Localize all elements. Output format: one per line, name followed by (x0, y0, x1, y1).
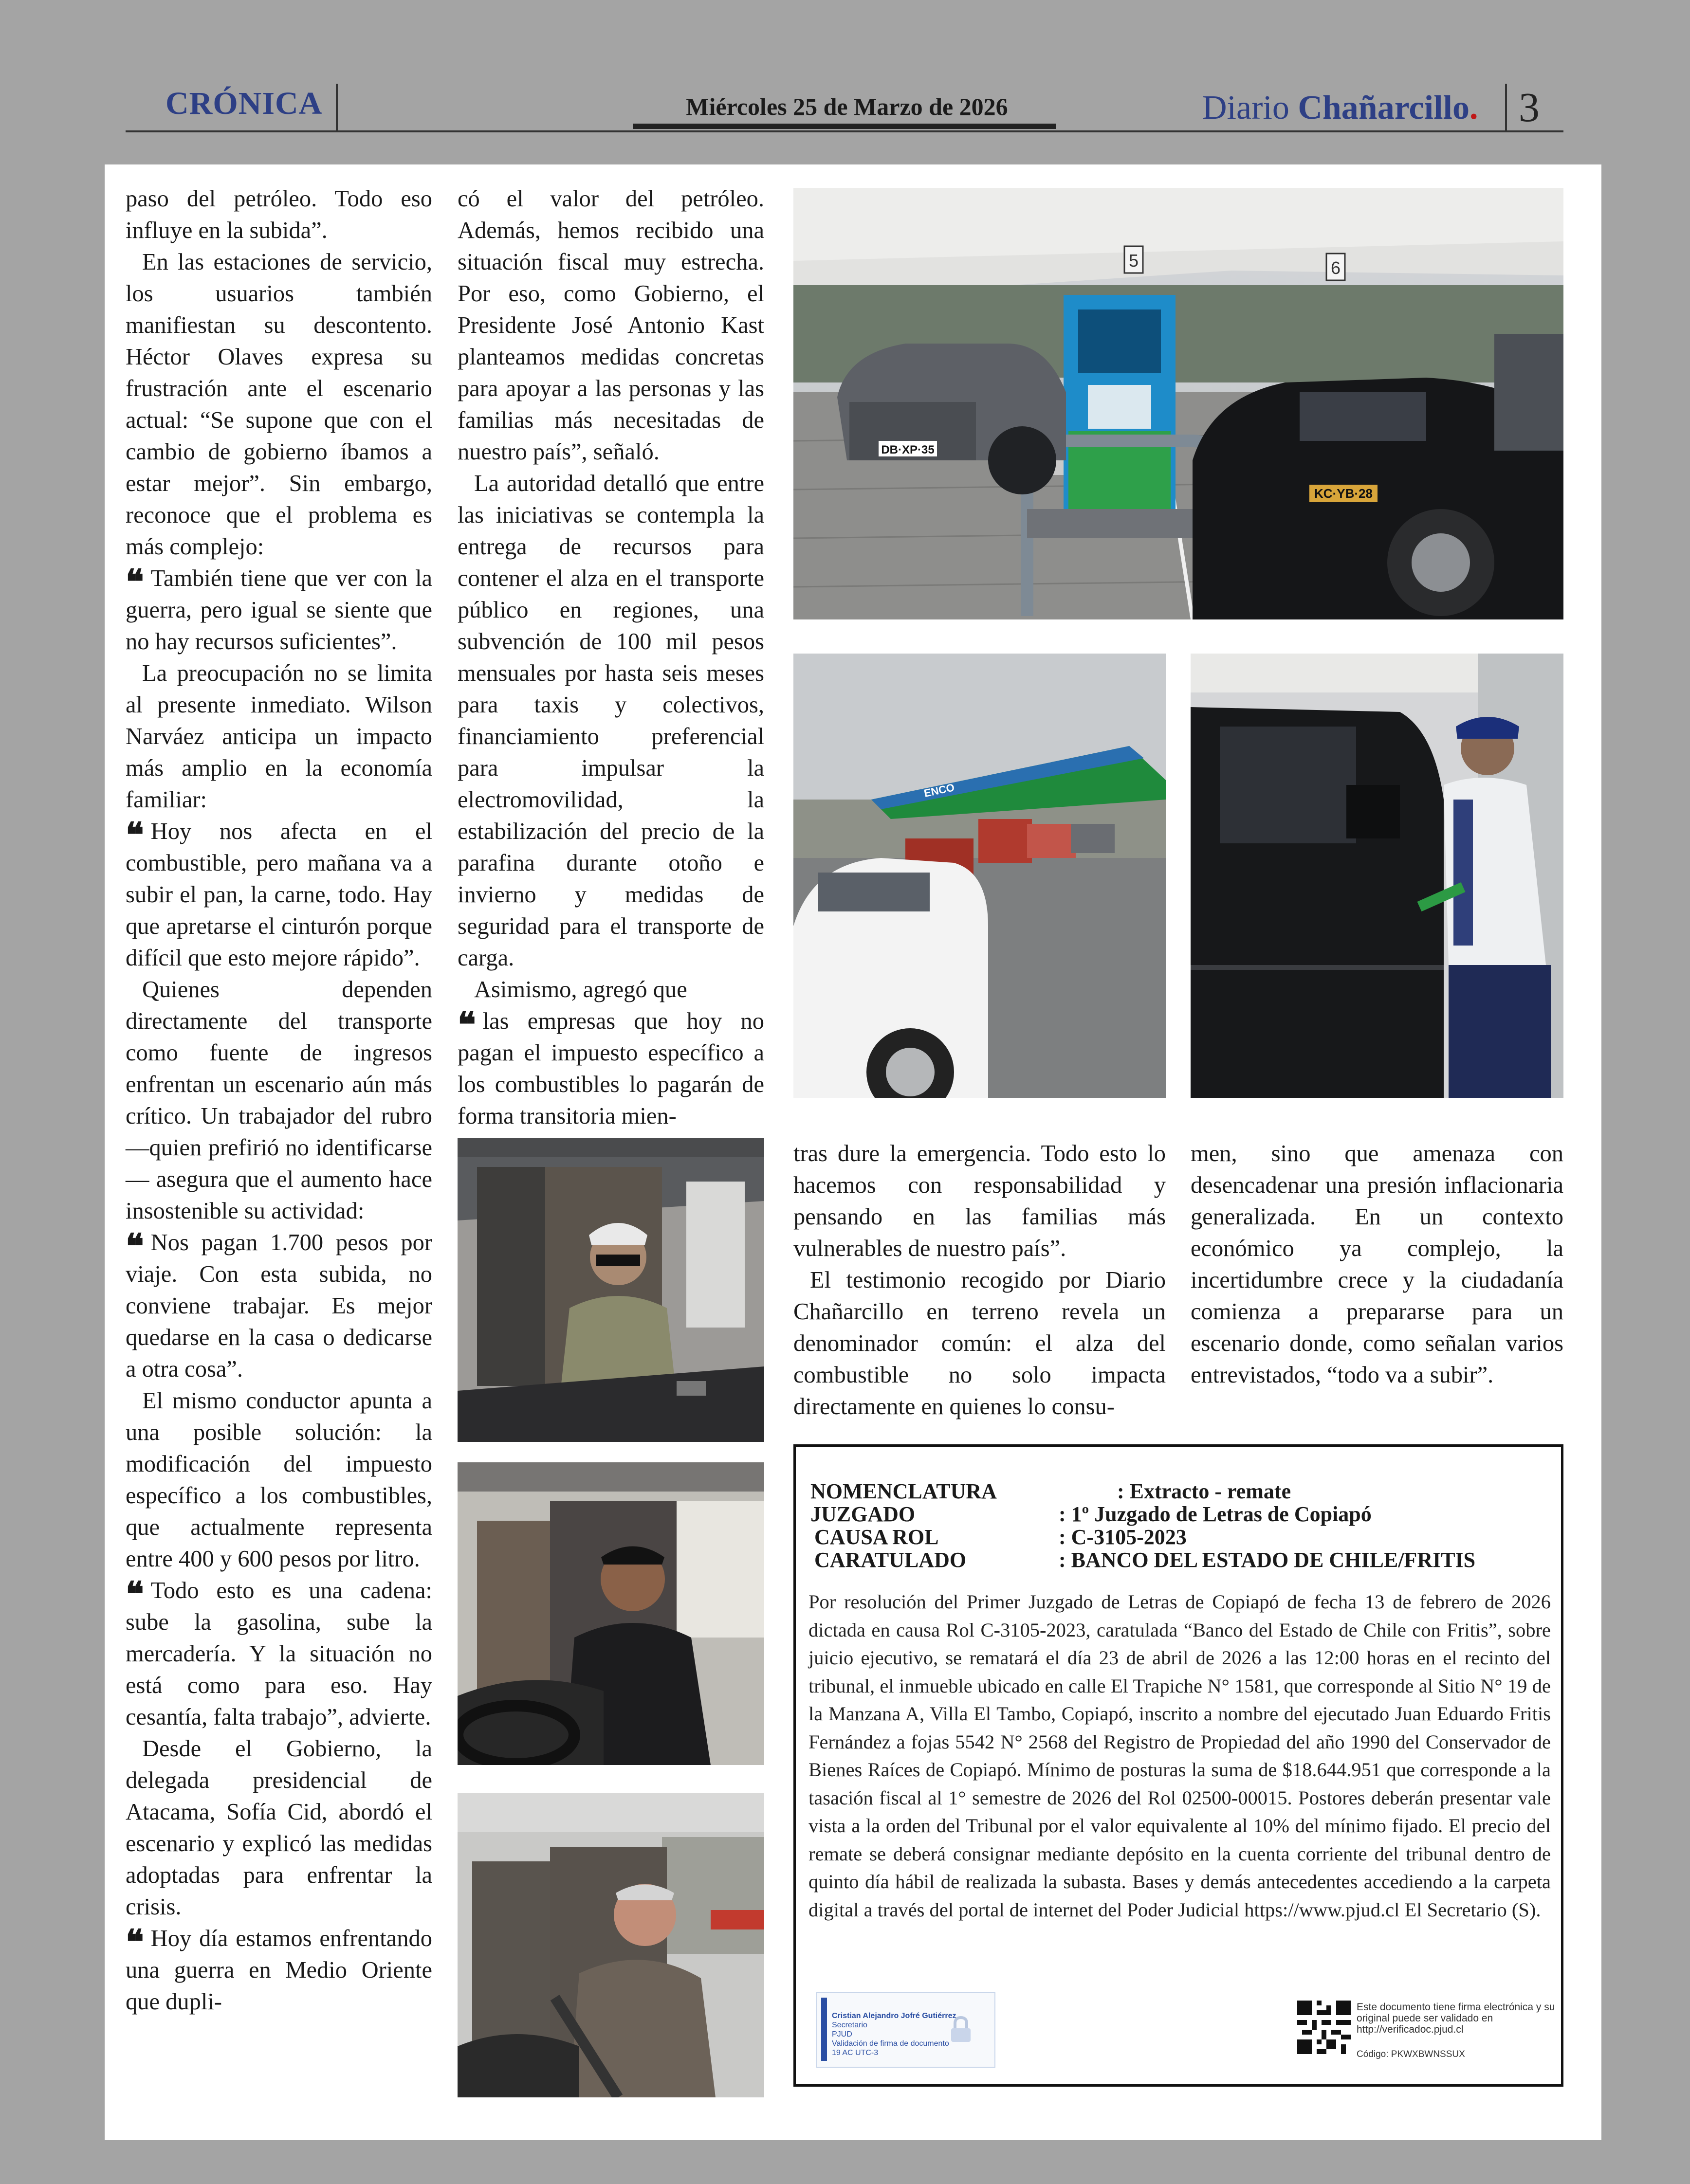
quote-mark-icon: ❝ (126, 815, 144, 855)
photo-driver-older (458, 1793, 764, 2097)
electronic-signature-stamp (816, 1992, 995, 2068)
gas-station-illustration (793, 188, 1563, 619)
paragraph: tras dure la emergencia. Todo esto lo hacemos con responsabilidad y pensando en las familias más vulnerables de nuestro país”. (793, 1141, 1166, 1261)
section-divider (336, 84, 338, 130)
paragraph: men, sino que amenaza con desencadenar una presión inflacionaria generalizada. En un contexto económico ya complejo, la incertidumbre crece y la ciudadanía comienza a prepararse para un escenario donde, como señalan varios entrevistados, “todo va a subir”. (1191, 1141, 1563, 1388)
plate-text: DB·XP·35 (881, 443, 935, 456)
station-brand: ENCO (922, 781, 956, 800)
qr-code-icon (1297, 2001, 1351, 2054)
publication-name (1202, 89, 1478, 127)
paragraph: Desde el Gobierno, la delegada presidencial de Atacama, Sofía Cid, abordó el escenario y explicó las medidas adoptadas para enfrentar la crisis. (126, 1736, 432, 1920)
driver-illustration (458, 1462, 764, 1765)
pump-number: 6 (1330, 258, 1341, 278)
quote-mark-icon: ❝ (458, 1004, 476, 1045)
quote-paragraph: ❝ Nos pagan 1.700 pesos por viaje. Con esta subida, no conviene trabajar. Es mejor quedarse en la casa o dedicarse a otra cosa”. (126, 1226, 432, 1382)
legal-notice-body: Por resolución del Primer Juzgado de Letras de Copiapó de fecha 13 de febrero de 2026 dictada en causa Rol C-3105-2023, caratulada “Banco del Estado de Chile con Fritis”, sobre juicio ejecutivo, se rematará el día 23 de abril de 2026 a las 12:00 horas en el recinto del tribunal, el inmueble ubicado en calle El Trapiche N° 1581, que corresponde al Sitio N° 19 de la Manzana A, Villa El Tambo, Copiapó, inscrito a nombre del ejecutado Juan Eduardo Fritis Fernández a fojas 5542 N° 2568 del Registro de Propiedad del año 1990 del Conservador de Bienes Raíces de Copiapó. Mínimo de posturas la suma de $18.644.951 que corresponde a la tasación fiscal al 1° semestre de 2026 del Rol 02500-00015. Postores deberán presentar vale vista a la orden del Tribunal por el valor equivalente al 10% del mínimo fijado. El precio del remate se deberá consignar mediante depósito en la cuenta corriente del tribunal dentro de quinto día hábil de realizada la subasta. Bases y demás antecedentes accediendo a la carpeta digital a través del portal de internet del Poder Judicial https://www.pjud.cl El Secretario (S). (808, 1591, 1551, 1921)
validation-code: Código: PKWXBWNSSUX (1357, 2049, 1465, 2059)
paragraph: En las estaciones de servicio, los usuarios también manifiestan su descontento. Héctor Olaves expresa su frustración ante el escenario actual: “Se supone que con el cambio de gobierno íbamos a estar mejor”. Sin embargo, reconoce que el problema es más complejo: (126, 249, 432, 560)
issue-date: Miércoles 25 de Marzo de 2026 (686, 93, 1008, 120)
quote-mark-icon: ❝ (126, 1922, 144, 1962)
article-column-3 (793, 1138, 1166, 1422)
paragraph: Quienes dependen directamente del transporte como fuente de ingresos enfrentan un escenario aún más crítico. Un trabajador del rubro —quien prefirió no identificarse— asegura que el aumento hace insostenible su actividad: (126, 977, 432, 1224)
section-title: CRÓNICA (165, 86, 323, 121)
photo-driver-sunglasses (458, 1138, 764, 1442)
driver-illustration (458, 1793, 764, 2097)
paragraph: có el valor del petróleo. Además, hemos recibido una situación fiscal muy estrecha. Por eso, como Gobierno, el Presidente José Antonio Kast planteamos medidas concretas para apoyar a las personas y las familias más necesitadas de nuestro país”, señaló. (458, 186, 764, 465)
quote-paragraph: ❝ Todo esto es una cadena: sube la gasolina, sube la mercadería. Y la situación no está como para eso. Hay cesantía, falta trabajo”, advierte. (126, 1574, 432, 1730)
photo-fuel-attendant (1191, 654, 1563, 1098)
quote-mark-icon: ❝ (126, 562, 144, 602)
date-underline (633, 124, 1056, 129)
signature-text: Cristian Alejandro Jofré Gutiérrez Secretario PJUD Validación de firma de documento 19 AC UTC-3 (832, 2012, 956, 2057)
page-divider (1505, 84, 1507, 130)
article-column-4 (1191, 1138, 1563, 1391)
quote-paragraph: ❝ Hoy día estamos enfrentando una guerra en Medio Oriente que dupli- (126, 1922, 432, 2015)
quote-paragraph: ❝ Hoy nos afecta en el combustible, pero mañana va a subir el pan, la carne, todo. Hay que apretarse el cinturón porque difícil que esto mejore rápido”. (126, 815, 432, 971)
plate-text: KC·YB·28 (1314, 486, 1373, 501)
quote-mark-icon: ❝ (126, 1574, 144, 1614)
article-column-1 (126, 183, 432, 2018)
paragraph: El mismo conductor apunta a una posible solución: la modificación del impuesto específico a los combustibles, que actualmente representa entre 400 y 600 pesos por litro. (126, 1388, 432, 1572)
page-number: 3 (1519, 84, 1540, 130)
paragraph: Asimismo, agregó que (474, 977, 687, 1002)
legal-notice-box: NOMENCLATURA : Extracto - remate JUZGADO : 1º Juzgado de Letras de Copiapó CAUSA ROL : C-3105-2023 CARATULADO : BANCO DEL ESTADO DE CHILE/FRITIS Por resolución del Primer Juzgado de Letras de Copiapó de fecha 13 de febrero de 2026 dictada en causa Rol C-3105-2023, caratulada “Banco del Estado de Chile con Fritis”, sobre juicio ejecutivo, se rematará el día 23 de abril de 2026 a las 12:00 horas en el recinto del tribunal, el inmueble ubicado en calle El Trapiche N° 1581, que corresponde al Sitio N° 19 de la Manzana A, Villa El Tambo, Copiapó, inscrito a nombre del ejecutado Juan Eduardo Fritis Fernández a fojas 5542 N° 2568 del Registro de Propiedad del año 1990 del Conservador de Bienes Raíces de Copiapó. Mínimo de posturas la suma de $18.644.951 que corresponde a la tasación fiscal al 1° semestre de 2026 del Rol 02500-00015. Postores deberán presentar vale vista a la orden del Tribunal por el valor equivalente al 10% del mínimo fijado. El precio del remate se deberá consignar mediante depósito en la cuenta corriente del tribunal dentro de quinto día hábil de realizada la subasta. Bases y demás antecedentes accediendo a la carpeta digital a través del portal de internet del Poder Judicial https://www.pjud.cl El Secretario (S). Cristian Alejandro Jofré Gutiérrez Secretario PJUD Validación de firma de documento 19 AC UTC-3 Este documento tiene firma electrónica y su original puede ser validado en http://verificadoc.pjud.cl Código: PKWXBWNSSUX (793, 1444, 1563, 2087)
header-rule (126, 130, 1563, 132)
paragraph: La autoridad detalló que entre las iniciativas se contempla la entrega de recursos para contener el alza en el transporte público en regiones, una subvención de 100 mil pesos mensuales por hasta seis meses para taxis y colectivos, financiamiento preferencial para impulsar la electromovilidad, la estabilización del precio de la parafina durante otoño e invierno y medidas de seguridad para el transporte de carga. (458, 471, 764, 971)
qr-validation-note: Este documento tiene firma electrónica y su original puede ser validado en http://verificadoc.pjud.cl (1357, 2002, 1555, 2035)
publication-brand: Chañarcillo (1298, 89, 1470, 127)
photo-driver-jacket (458, 1462, 764, 1765)
quote-paragraph: ❝ las empresas que hoy no pagan el impuesto específico a los combustibles lo pagarán de forma transitoria mien- (458, 1004, 764, 1129)
driver-illustration (458, 1138, 764, 1442)
quote-paragraph: ❝ También tiene que ver con la guerra, pero igual se siente que no hay recursos suficientes”. (126, 562, 432, 655)
paragraph: La preocupación no se limita al presente inmediato. Wilson Narváez anticipa un impacto más amplio en la economía familiar: (126, 660, 432, 813)
publication-dot: . (1469, 89, 1478, 127)
paragraph: paso del petróleo. Todo eso influye en la subida”. (126, 186, 432, 243)
car-queue-illustration (793, 654, 1166, 1098)
publication-prefix: Diario (1202, 89, 1289, 127)
signature-bar (821, 1998, 827, 2061)
paragraph: El testimonio recogido por Diario Chañarcillo en terreno revela un denominador común: el alza del combustible no solo impacta directamente en quienes lo consu- (793, 1267, 1166, 1420)
photo-car-queue (793, 654, 1166, 1098)
quote-mark-icon: ❝ (126, 1226, 144, 1266)
article-column-2 (458, 183, 764, 1132)
fuel-attendant-illustration (1191, 654, 1563, 1098)
pump-number: 5 (1128, 251, 1139, 271)
lock-icon (946, 2015, 975, 2044)
photo-gas-pumps (793, 188, 1563, 619)
